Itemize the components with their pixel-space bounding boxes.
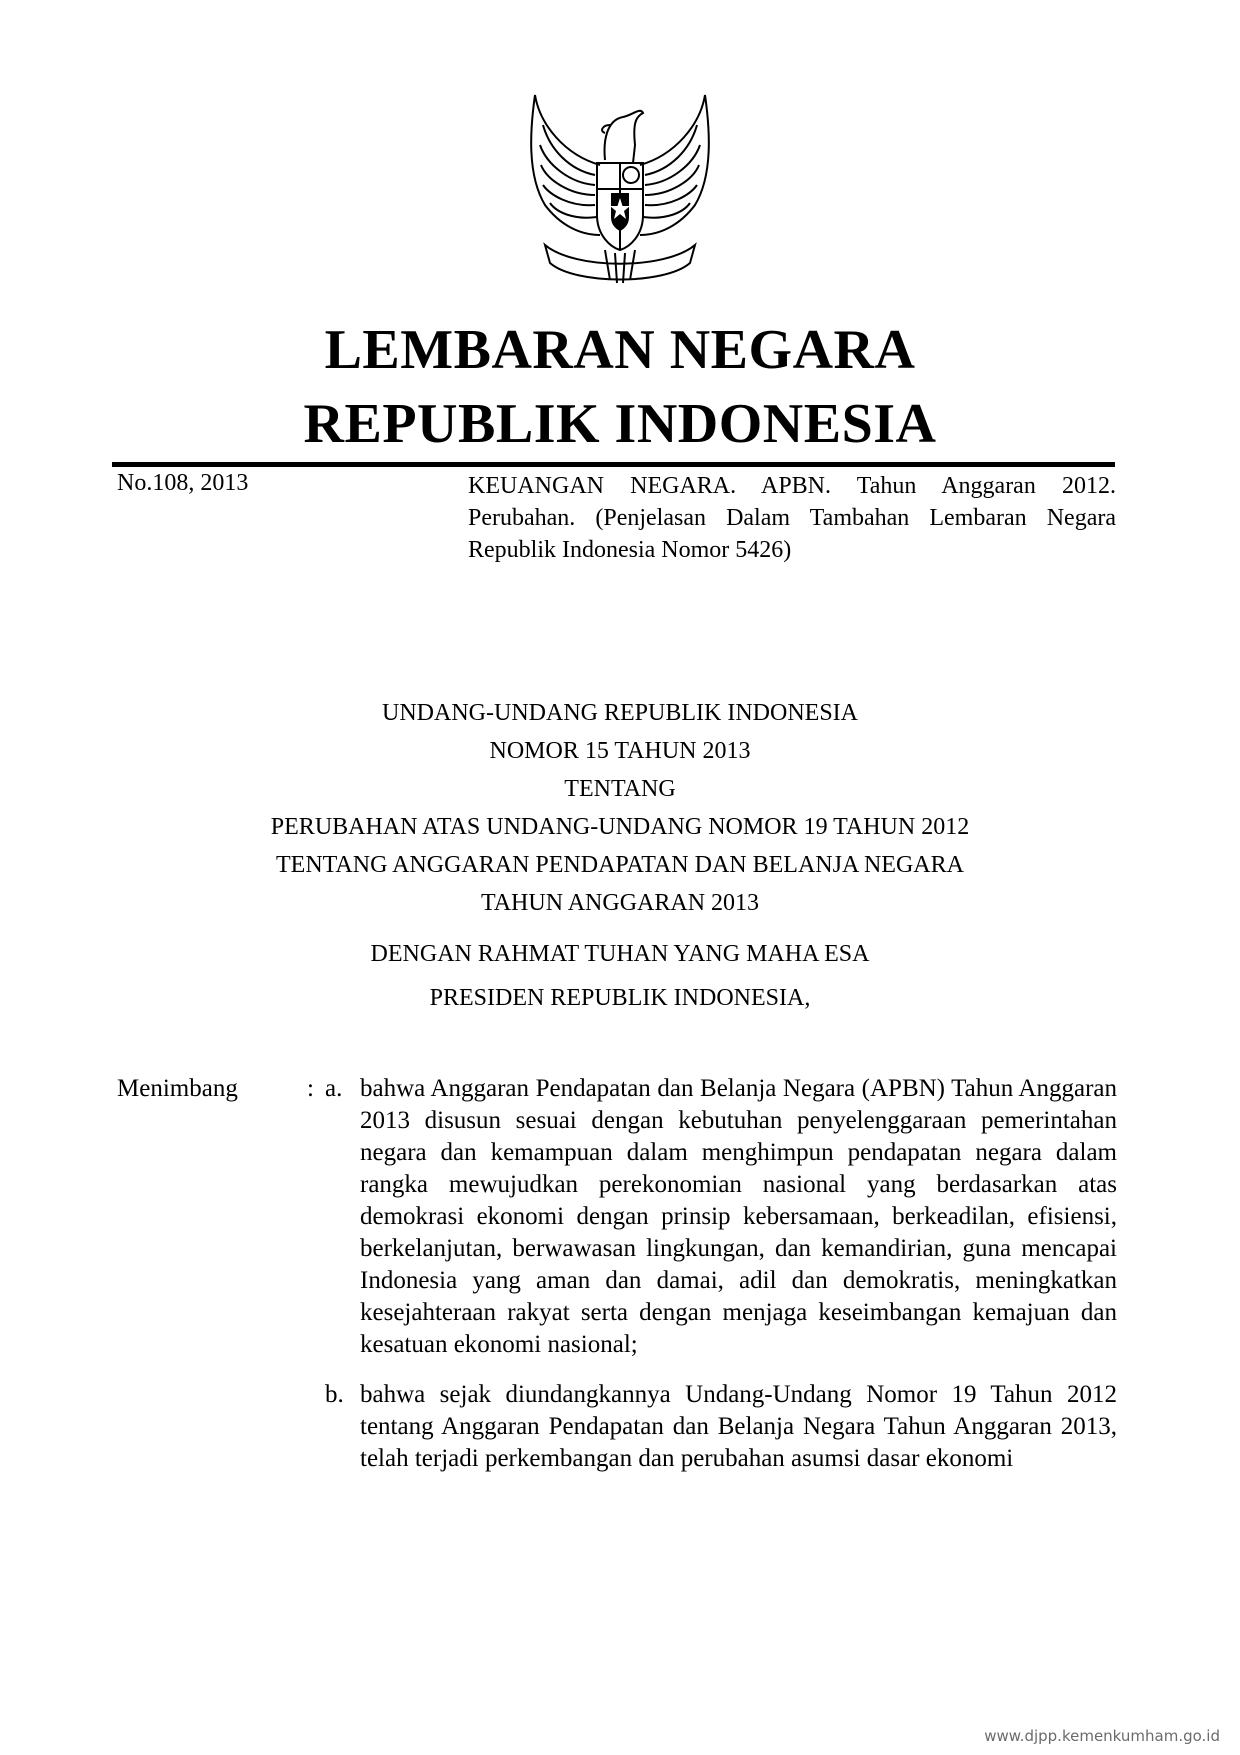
preamble-line: PRESIDEN REPUBLIK INDONESIA, [429,985,811,1011]
considering-label: Menimbang [117,1075,238,1102]
law-heading [120,694,1120,922]
considering-section [117,1073,1117,1475]
preamble [120,932,1120,1020]
considering-item-b [117,1379,1117,1475]
gazette-number: No.108, 2013 [117,470,249,496]
footer-url: www.djpp.kemenkumham.go.id [984,1727,1220,1745]
law-heading-line: TAHUN ANGGARAN 2013 [480,890,760,916]
item-text: bahwa sejak diundangkannya Undang-Undang Nomor 19 Tahun 2012 tentang Anggaran Pendapatan dan Belanja Negara Tahun Anggaran 2013, telah terjadi perkembangan dan perubahan asumsi dasar ekonomi [360,1381,1117,1472]
garuda-emblem-icon [515,85,725,295]
law-heading-line: NOMOR 15 TAHUN 2013 [489,738,751,764]
gazette-title-line1: LEMBARAN NEGARA [324,319,916,381]
law-heading-line: TENTANG ANGGARAN PENDAPATAN DAN BELANJA NEGARA [276,852,964,878]
law-heading-line: TENTANG [564,776,676,802]
gazette-description: KEUANGAN NEGARA. APBN. Tahun Anggaran 2012. Perubahan. (Penjelasan Dalam Tambahan Lembaran Negara Republik Indonesia Nomor 5426) [468,473,1116,563]
item-text: bahwa Anggaran Pendapatan dan Belanja Negara (APBN) Tahun Anggaran 2013 disusun sesuai dengan kebutuhan penyelenggaraan pemerintahan negara dan kemampuan dalam menghimpun pendapatan negara dalam rangka mewujudkan perekonomian nasional yang berdasarkan atas demokrasi ekonomi dengan prinsip kebersamaan, berkeadilan, efisiensi, berkelanjutan, berwawasan lingkungan, dan kemandirian, guna mencapai Indonesia yang aman dan damai, adil dan demokratis, meningkatkan kesejahteraan rakyat serta dengan menjaga keseimbangan kemajuan dan kesatuan ekonomi nasional; [360,1075,1117,1358]
considering-colon: : [307,1075,314,1102]
considering-item-a [117,1073,1117,1361]
gazette-title-line2: REPUBLIK INDONESIA [303,393,937,455]
title-divider [112,462,1115,467]
item-letter: b. [325,1381,344,1408]
law-heading-line: UNDANG-UNDANG REPUBLIK INDONESIA [382,700,858,726]
item-letter: a. [325,1075,343,1102]
law-heading-line: PERUBAHAN ATAS UNDANG-UNDANG NOMOR 19 TAHUN 2012 [270,814,970,840]
preamble-line: DENGAN RAHMAT TUHAN YANG MAHA ESA [370,941,870,967]
